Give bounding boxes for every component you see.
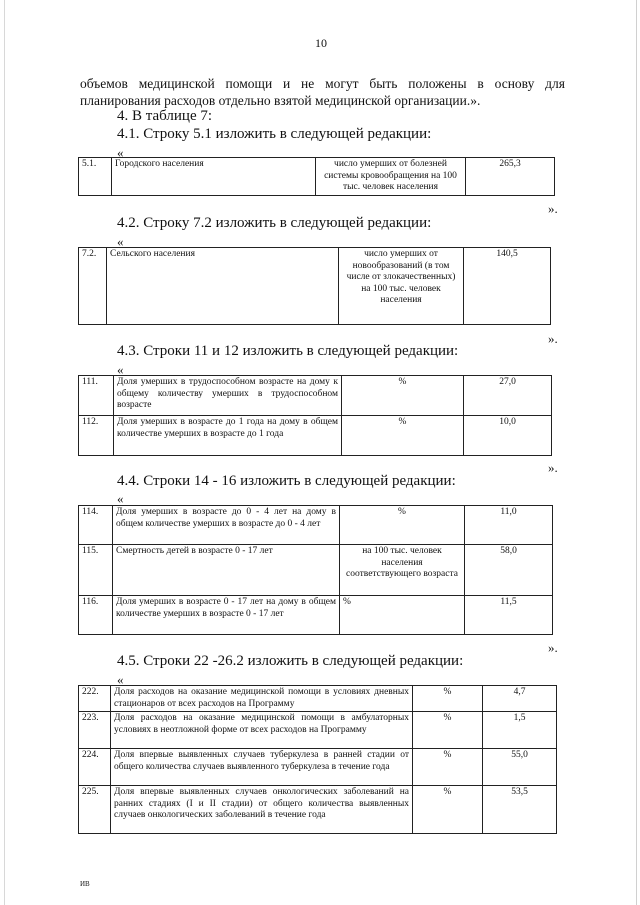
row-unit: на 100 тыс. человек населения соответствующего возраста xyxy=(340,545,465,596)
table-section-4-2 xyxy=(78,247,551,325)
section-4-3-heading: 4.3. Строки 11 и 12 изложить в следующей редакции: xyxy=(117,343,459,359)
row-unit: % xyxy=(342,416,464,456)
row-number: 115. xyxy=(79,545,113,596)
row-number: 222. xyxy=(79,686,111,712)
table-section-4-1 xyxy=(78,157,555,196)
row-name: Доля умерших в возрасте 0 - 17 лет на дому в общем количестве умерших в возрасте 0 - 17 лет xyxy=(113,596,340,635)
section-4-3-open-quote: « xyxy=(117,362,124,377)
section-4-1-open-quote: « xyxy=(117,145,124,160)
row-name: Доля умерших в трудоспособном возрасте на дому к общему количеству умерших в трудоспособном возрасте xyxy=(114,376,342,416)
intro-line-1: объемов медицинской помощи и не могут быть положены в основу для xyxy=(80,76,565,91)
row-number: 116. xyxy=(79,596,113,635)
section-4-4-heading: 4.4. Строки 14 - 16 изложить в следующей редакции: xyxy=(117,473,456,489)
row-unit: % xyxy=(413,686,483,712)
page-number: 10 xyxy=(315,36,327,50)
row-value: 1,5 xyxy=(483,712,557,749)
table-row xyxy=(79,506,553,545)
row-number: 114. xyxy=(79,506,113,545)
row-unit: % xyxy=(342,376,464,416)
section-4-2-close-quote: ». xyxy=(548,331,558,346)
row-number: 224. xyxy=(79,749,111,786)
row-unit: % xyxy=(413,712,483,749)
row-name: Доля умерших в возрасте до 0 - 4 лет на дому в общем количестве умерших в возрасте до 0 - 4 лет xyxy=(113,506,340,545)
row-number: 5.1. xyxy=(79,158,112,196)
section-4-1-heading: 4.1. Строку 5.1 изложить в следующей редакции: xyxy=(117,126,432,142)
section-4-5-heading: 4.5. Строки 22 -26.2 изложить в следующей редакции: xyxy=(117,653,464,669)
section-4-4-close-quote: ». xyxy=(548,640,558,655)
table-row xyxy=(79,416,552,456)
intro-line-2: планирования расходов отдельно взятой медицинской организации.». xyxy=(80,93,481,108)
table-row xyxy=(79,749,557,786)
row-value: 11,5 xyxy=(465,596,553,635)
section-4-4-open-quote: « xyxy=(117,491,124,506)
table-row xyxy=(79,596,553,635)
row-number: 112. xyxy=(79,416,114,456)
row-value: 55,0 xyxy=(483,749,557,786)
row-name: Доля впервые выявленных случаев онкологических заболеваний на ранних стадиях (I и II стадии) от общего количества выявленных случаев онкологических заболеваний в течение года xyxy=(111,786,413,834)
table-row xyxy=(79,545,553,596)
row-name: Сельского населения xyxy=(107,248,339,325)
table-section-4-3 xyxy=(78,375,552,456)
row-value: 265,3 xyxy=(466,158,555,196)
table-row xyxy=(79,248,551,325)
row-value: 11,0 xyxy=(465,506,553,545)
row-name: Городского населения xyxy=(112,158,316,196)
section-4-1-close-quote: ». xyxy=(548,201,558,216)
row-name: Доля расходов на оказание медицинской помощи в амбулаторных условиях в неотложной форме от всех расходов на Программу xyxy=(111,712,413,749)
item-4-heading: 4. В таблице 7: xyxy=(117,108,213,124)
row-value: 27,0 xyxy=(464,376,552,416)
table-row xyxy=(79,376,552,416)
section-4-2-open-quote: « xyxy=(117,234,124,249)
section-4-5-open-quote: « xyxy=(117,672,124,687)
row-value: 10,0 xyxy=(464,416,552,456)
page-edge-left xyxy=(4,0,5,905)
row-unit: число умерших от новообразований (в том числе от злокачественных) на 100 тыс. человек населения xyxy=(339,248,464,325)
row-unit: % xyxy=(413,749,483,786)
row-value: 58,0 xyxy=(465,545,553,596)
table-row xyxy=(79,786,557,834)
row-name: Доля впервые выявленных случаев туберкулеза в ранней стадии от общего количества случаев выявленного туберкулеза в течение года xyxy=(111,749,413,786)
row-value: 4,7 xyxy=(483,686,557,712)
row-value: 140,5 xyxy=(464,248,551,325)
row-unit: число умерших от болезней системы кровообращения на 100 тыс. человек населения xyxy=(316,158,466,196)
table-section-4-5 xyxy=(78,685,557,834)
row-number: 223. xyxy=(79,712,111,749)
row-name: Смертность детей в возрасте 0 - 17 лет xyxy=(113,545,340,596)
table-row xyxy=(79,712,557,749)
row-unit: % xyxy=(413,786,483,834)
footer-initials: ИВ xyxy=(80,880,90,888)
section-4-2-heading: 4.2. Строку 7.2 изложить в следующей редакции: xyxy=(117,215,432,231)
row-unit: % xyxy=(340,506,465,545)
row-name: Доля расходов на оказание медицинской помощи в условиях дневных стационаров от всех расходов на Программу xyxy=(111,686,413,712)
section-4-3-close-quote: ». xyxy=(548,460,558,475)
page-edge-right xyxy=(636,0,637,905)
table-row xyxy=(79,686,557,712)
row-number: 7.2. xyxy=(79,248,107,325)
row-name: Доля умерших в возрасте до 1 года на дому в общем количестве умерших в возрасте до 1 года xyxy=(114,416,342,456)
table-row xyxy=(79,158,555,196)
row-value: 53,5 xyxy=(483,786,557,834)
row-unit: % xyxy=(340,596,465,635)
row-number: 225. xyxy=(79,786,111,834)
table-section-4-4 xyxy=(78,505,553,635)
row-number: 111. xyxy=(79,376,114,416)
